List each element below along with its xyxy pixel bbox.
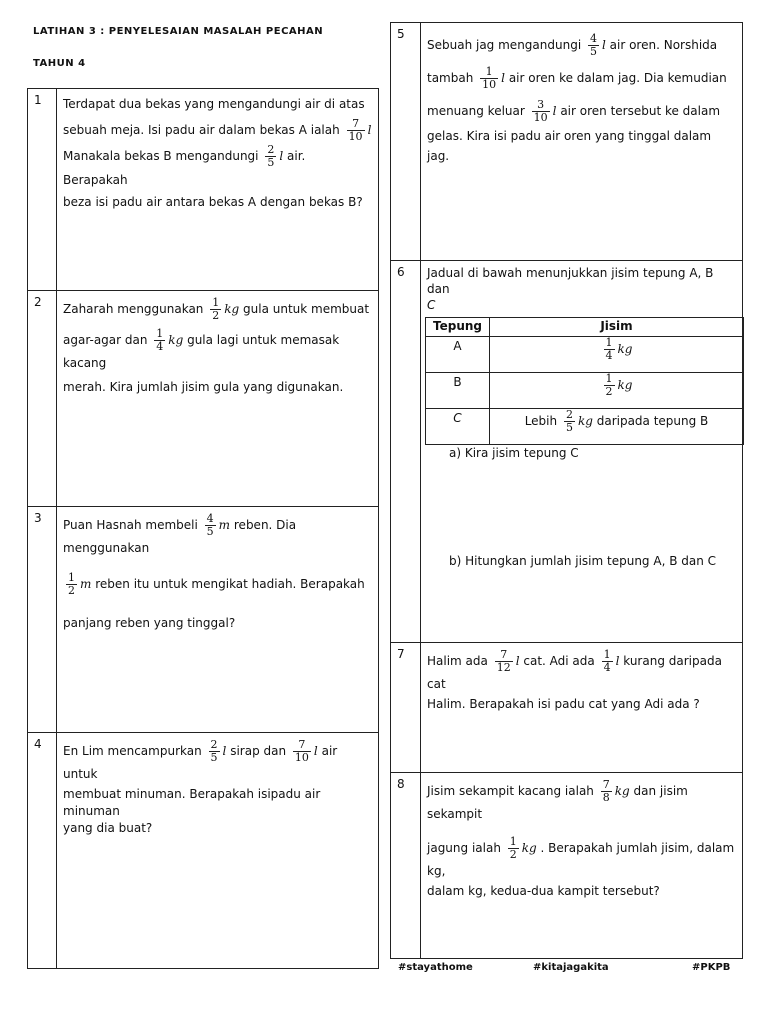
- question-body: [421, 261, 743, 643]
- question-text: Zaharah menggunakan: [63, 302, 204, 316]
- question-row-6: [391, 261, 743, 643]
- question-text: . Berapakah jumlah jisim, dalam kg,: [427, 841, 735, 878]
- fraction: $\frac{1}{4}$: [603, 648, 611, 674]
- unit: l: [552, 104, 557, 118]
- question-text: membuat minuman. Berapakah isipadu air minuman: [63, 787, 321, 818]
- question-text: yang dia buat?: [63, 821, 153, 835]
- question-row-7: [391, 643, 743, 773]
- question-text: cat. Adi ada: [523, 654, 595, 668]
- question-text: air oren tersebut ke dalam: [560, 104, 721, 118]
- question-number: 8: [391, 773, 421, 959]
- question-number: 6: [391, 261, 421, 643]
- unit: l: [615, 654, 620, 668]
- left-question-table: [27, 88, 379, 969]
- unit: kg: [521, 841, 537, 855]
- unit: l: [601, 38, 606, 52]
- question-text: gelas. Kira isi padu air oren yang tinggal dalam jag.: [427, 129, 712, 163]
- question-body: [57, 89, 379, 291]
- question-text: air untuk: [63, 744, 338, 781]
- unit: l: [222, 744, 227, 758]
- question-number: 4: [28, 733, 57, 969]
- right-question-table: [390, 22, 743, 959]
- fraction: $\frac{1}{2}$: [605, 372, 613, 398]
- question-body: [421, 773, 743, 959]
- flour-name: B: [426, 373, 490, 409]
- fraction: $\frac{4}{5}$: [206, 512, 214, 538]
- question-row-2: [28, 291, 379, 507]
- unit: kg: [577, 414, 593, 428]
- table-row: [426, 409, 744, 445]
- fraction: $\frac{2}{5}$: [267, 143, 275, 169]
- unit: kg: [614, 784, 630, 798]
- question-text: sirap dan: [230, 744, 287, 758]
- unit: l: [313, 744, 318, 758]
- question-body: [57, 507, 379, 733]
- question-text: Sebuah jag mengandungi: [427, 38, 582, 52]
- question-text: air. Berapakah: [63, 149, 306, 187]
- fraction: $\frac{3}{10}$: [533, 98, 548, 124]
- hashtag-kitajagakita: #kitajagakita: [533, 962, 609, 973]
- unit: l: [279, 149, 284, 163]
- question-text: sebuah meja. Isi padu air dalam bekas A ialah: [63, 123, 340, 137]
- sub-question-a: a) Kira jisim tepung C: [449, 446, 579, 460]
- question-text: reben. Dia menggunakan: [63, 518, 297, 555]
- column-header: Jisim: [490, 318, 744, 337]
- flour-name: A: [426, 337, 490, 373]
- fraction: $\frac{1}{2}$: [68, 571, 75, 597]
- question-text: Jadual di bawah menunjukkan jisim tepung A, B dan: [427, 266, 714, 296]
- question-body: [421, 643, 743, 773]
- question-text: reben itu untuk mengikat hadiah. Berapakah: [95, 577, 365, 591]
- question-row-8: [391, 773, 743, 959]
- cell-text: Lebih: [524, 414, 558, 428]
- question-number: 1: [28, 89, 57, 291]
- question-body: [57, 291, 379, 507]
- question-text: En Lim mencampurkan: [63, 744, 202, 758]
- table-row: [426, 373, 744, 409]
- question-text: agar-agar dan: [63, 333, 148, 347]
- question-row-5: [391, 23, 743, 261]
- question-text: Manakala bekas B mengandungi: [63, 149, 259, 163]
- question-text: C: [427, 298, 436, 312]
- question-text: kurang daripada cat: [427, 654, 722, 691]
- question-row-4: [28, 733, 379, 969]
- question-text: Halim ada: [427, 654, 488, 668]
- hashtag-pkpb: #PKPB: [692, 962, 731, 973]
- question-text: gula untuk membuat: [243, 302, 370, 316]
- unit: kg: [224, 302, 240, 316]
- question-text: gula lagi untuk memasak kacang: [63, 333, 340, 370]
- column-header: Tepung: [426, 318, 490, 337]
- fraction: $\frac{1}{10}$: [482, 65, 497, 91]
- fraction: $\frac{1}{4}$: [156, 327, 164, 353]
- question-text: menuang keluar: [427, 104, 525, 118]
- question-text: panjang reben yang tinggal?: [63, 616, 236, 630]
- year-label: TAHUN 4: [33, 58, 86, 69]
- question-text: beza isi padu air antara bekas A dengan bekas B?: [63, 195, 363, 209]
- unit: kg: [617, 342, 633, 356]
- question-body: [57, 733, 379, 969]
- fraction: $\frac{1}{4}$: [605, 336, 613, 362]
- question-text: Puan Hasnah membeli: [63, 518, 198, 532]
- unit: l: [367, 123, 372, 137]
- unit: m: [80, 577, 92, 591]
- question-text: air oren. Norshida: [609, 38, 718, 52]
- fraction: $\frac{7}{10}$: [348, 117, 363, 143]
- question-number: 7: [391, 643, 421, 773]
- question-row-1: [28, 89, 379, 291]
- unit: m: [218, 518, 231, 532]
- flour-mass: [490, 337, 744, 373]
- question-text: dan jisim sekampit: [427, 784, 688, 821]
- question-text: Terdapat dua bekas yang mengandungi air di atas: [63, 97, 365, 111]
- flour-name: C: [426, 409, 490, 445]
- unit: l: [515, 654, 520, 668]
- question-number: 5: [391, 23, 421, 261]
- fraction: $\frac{7}{10}$: [294, 738, 309, 764]
- unit: l: [501, 71, 505, 85]
- unit: kg: [617, 378, 633, 392]
- flour-mass: [490, 373, 744, 409]
- fraction: $\frac{1}{2}$: [509, 835, 517, 861]
- fraction: $\frac{7}{8}$: [602, 778, 610, 804]
- fraction: $\frac{4}{5}$: [589, 32, 597, 58]
- question-row-3: [28, 507, 379, 733]
- question-number: 3: [28, 507, 57, 733]
- sub-question-b: b) Hitungkan jumlah jisim tepung A, B dan C: [449, 554, 717, 568]
- flour-mass: [490, 409, 744, 445]
- question-text: Halim. Berapakah isi padu cat yang Adi ada ?: [427, 697, 700, 711]
- cell-text: daripada tepung B: [596, 414, 709, 428]
- question-number: 2: [28, 291, 57, 507]
- fraction: $\frac{2}{5}$: [210, 738, 218, 764]
- hashtag-stayathome: #stayathome: [398, 962, 473, 973]
- page-title: LATIHAN 3 : PENYELESAIAN MASALAH PECAHAN: [33, 26, 324, 37]
- question-text: merah. Kira jumlah jisim gula yang digunakan.: [63, 380, 344, 394]
- question-text: jagung ialah: [427, 841, 501, 855]
- flour-mass-table: [425, 317, 744, 445]
- fraction: $\frac{2}{5}$: [565, 408, 573, 434]
- question-text: dalam kg, kedua-dua kampit tersebut?: [427, 884, 660, 898]
- fraction: $\frac{1}{2}$: [212, 296, 220, 322]
- question-text: tambah: [427, 71, 474, 85]
- question-body: [421, 23, 743, 261]
- unit: kg: [168, 333, 184, 347]
- fraction: $\frac{7}{12}$: [496, 648, 511, 674]
- question-text: air oren ke dalam jag. Dia kemudian: [508, 71, 727, 85]
- question-text: Jisim sekampit kacang ialah: [427, 784, 594, 798]
- table-row: [426, 337, 744, 373]
